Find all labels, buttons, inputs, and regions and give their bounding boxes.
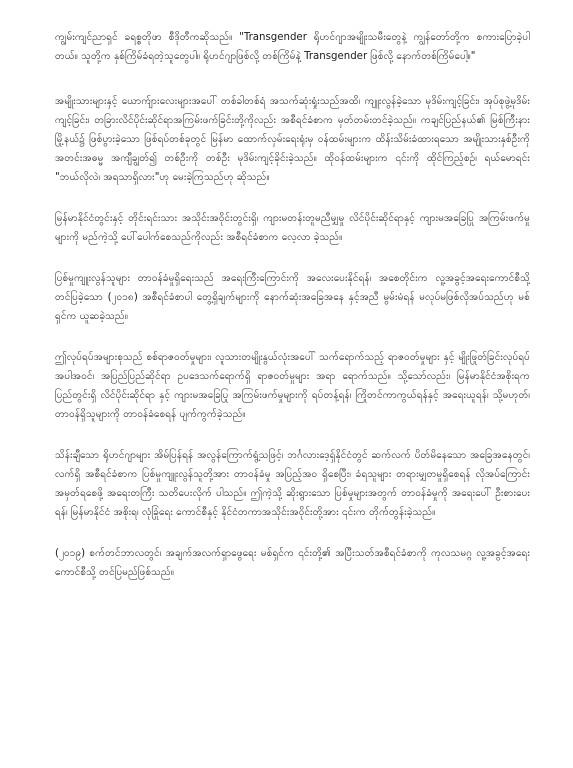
paragraph-abuse-report: အမျိုးသားများနှင့် ယောက်ျားလေးများအပေါ် တစ်ခါတစ်ရံ အသက်ဆုံးရှုံးသည်အထိ၊ ကျူးလွန်ခဲ့သော မုဒိမ်းကျင့်ခြင်း၊ အုပ်စုဖွဲ့မုဒိမ်းကျင့်ခြင်း၊ တခြားလိင်ပိုင်းဆိုင်ရာအကြမ်းဖက်ခြင်းတို့ကိုလည်း အစီရင်ခံစာက မှတ်တမ်းတင်ခဲ့သည်။ ကချင်ပြည်နယ်၏ မြစ်ကြီးနားမြို့နယ်၌ ဖြစ်ပွားခဲ့သော ဖြစ်ရပ်တစ်ခုတွင် မြန်မာ ထောက်လှမ်းရေးရုံးမှ ဝန်ထမ်းများက ထိန်းသိမ်းခံထားရသော အမျိုးသားနှစ်ဦးကို အတင်းအဓမ္မ အကျီချွတ်၍ တစ်ဦးကို တစ်ဦး မုဒိမ်းကျင့်ခိုင်းခဲ့သည်။ ထိုဝန်ထမ်းများက ၎င်းကို ထိုင်ကြည့်စဉ်၊ ရယ်မောရင်း "ဘယ်လိုလဲ၊ အရသာရှိလား"ဟု မေးခဲ့ကြသည်ဟု ဆိုသည်။ <box>55 96 530 183</box>
paragraph-rohingya-refugees: သိန်းချီသော ရိုဟင်ဂျာများ အိမ်ပြန်ရန် အလွန်ကြောက်ရွံ့သဖြင့်၊ ဘင်္ဂလားဒေ့ရှ်နိုင်ငံတွင် ဆက်လက် ပိတ်မိနေသော အခြေအနေတွင်၊ လက်ရှိ အစီရင်ခံစာက ပြစ်မှုကျူးလွန်သူတို့အား တာဝန်ခံမှု အပြည့်အဝ ရှိစေပြီး၊ ခံရသူများ တရားမျှတမှုရှိစေရန် လိုအပ်ကြောင်း အမှတ်ရစေဖို့ အရေးတကြီး သတိပေးလိုက် ပါသည်။ ဤကဲ့သို့ ဆိုးရွားသော ပြစ်မှုများအတွက် တာဝန်ခံမှုကို အရေးပေါ် ဦးစားပေးရန်၊ မြန်မာနိုင်ငံ အစိုးရ၊ လုံခြုံရေး ကောင်စီနှင့် နိုင်ငံတကာအသိုင်းအဝိုင်းတို့အား ၎င်းက တိုက်တွန်းခဲ့သည်။ <box>55 450 530 518</box>
paragraph-accountability: ပြစ်မှုကျူးလွန်သူများ တာဝန်ခံမှုရှိရေးသည် အရေးကြီးကြောင်းကို အလေးပေးနိုင်ရန်၊ အစေတိုင်းက လူ့အခွင့်အရေးကောင်စီသို့ တင်ပြခဲ့သော (၂၀၁၈) အစီရင်ခံစာပါ တွေ့ရှိချက်များကို နောက်ဆုံးအခြေအနေ နှင့်အညီ မွမ်းမံရန် မလုပ်မဖြစ်လိုအပ်သည်ဟု မစ်ရှင်က ယူဆခဲ့သည်။ <box>55 273 530 322</box>
paragraph-gender-inequality: မြန်မာနိုင်ငံတွင်းနှင့် တိုင်းရင်းသား အသိုင်းအဝိုင်းတွင်းရှိ၊ ကျားမတန်းတူမညီမျှမှု လိင်ပိုင်းဆိုင်ရာနှင့် ကျားမအခြေပြု အကြမ်းဖက်မှုများကို မည်ကဲ့သို့ ပေါ်ပေါက်စေသည်ကိုလည်း အစီရင်ခံစာက လေ့လာ ခဲ့သည်။ <box>55 213 530 243</box>
document-page <box>55 28 530 604</box>
paragraph-final-report: (၂၀၁၉) စက်တင်ဘာလတွင်၊ အချက်အလက်ရှာဖွေရေး မစ်ရှင်က ၎င်းတို့၏ အပြီးသတ်အစီရင်ခံစာကို ကုလသမဂ္ဂ လူ့အခွင့်အရေးကောင်စီသို့ တင်ပြမည်ဖြစ်သည်။ <box>55 548 530 578</box>
paragraph-quote: ကျွမ်းကျင်ညာရှင် ခရစ္စတိုဖာ စီဒိုတီကဆိုသည်။ "Transgender ရိုဟင်ဂျာအမျိုးသမီးတွေနဲ့ ကျွန်တော်တို့က စကားပြောခဲ့ပါတယ်။ သူတို့က နှစ်ကြိမ်ခံရတဲ့သူတွေပါ။ ရိုဟင်ဂျာဖြစ်လို့ တစ်ကြိမ်နဲ့ Transgender ဖြစ်လို့ နောက်တစ်ကြိမ်ပေါ့။" <box>55 32 530 62</box>
paragraph-crimes: ဤလုပ်ရပ်အများစုသည် စစ်ရာဇဝတ်မှုများ၊ လူသားတမျိုးနွယ်လုံးအပေါ် သက်ရောက်သည့် ရာဇဝတ်မှုများ နှင့် မျိုးဖြုတ်ခြင်းလုပ်ရပ် အပါအဝင်၊ အပြည်ပြည်ဆိုင်ရာ ဥပဒေသက်ရောက်ရှိ ရာဇဝတ်မှုများ အရာ ရောက်သည်။ သို့သော်လည်း၊ မြန်မာနိုင်ငံအစိုးရက ပြည်တွင်းရှိ လိင်ပိုင်းဆိုင်ရာ နှင့် ကျားမအခြေပြု အကြမ်းဖက်မှုများကို ရပ်တန့်ရန်၊ ကြိုတင်ကာကွယ်ရန်နှင့် အရေးယူရန်၊ သို့မဟုတ်၊ တာဝန်ရှိသူများကို တာဝန်ခံစေရန် ပျက်ကွက်ခဲ့သည်။ <box>55 352 530 420</box>
